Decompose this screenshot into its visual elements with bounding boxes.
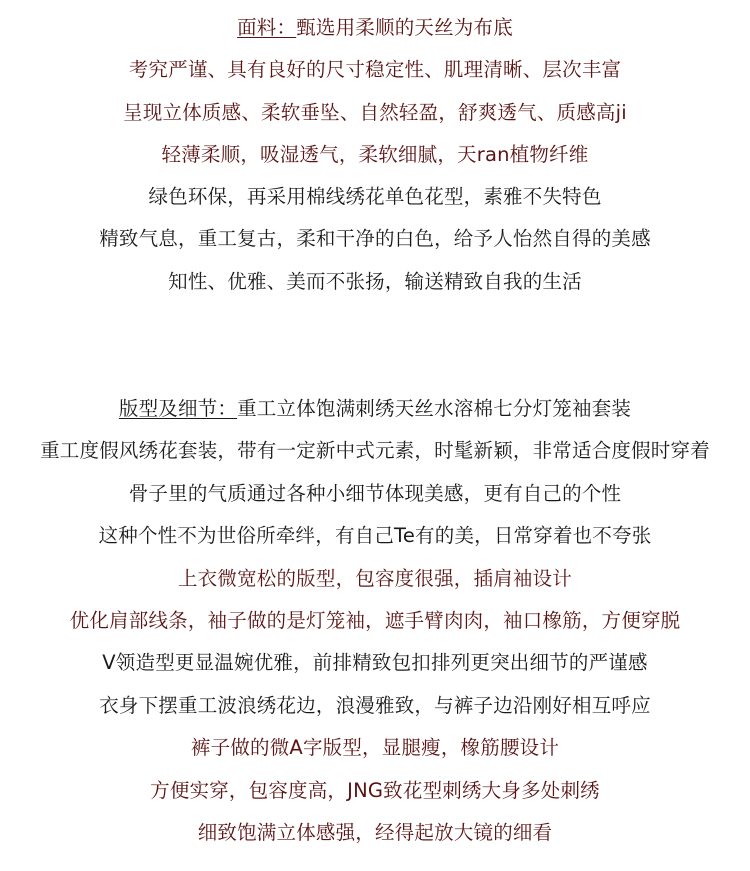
fabric-line-1: 考究严谨、具有良好的尺寸稳定性、肌理清晰、层次丰富 (128, 58, 622, 82)
fabric-line-6: 知性、优雅、美而不张扬，输送精致自我的生活 (168, 269, 582, 293)
design-section (0, 388, 750, 854)
fabric-label: 面料： (237, 16, 297, 39)
design-line-4: 上衣微宽松的版型，包容度很强，插肩袖设计 (177, 566, 572, 590)
fabric-heading (0, 7, 750, 49)
fabric-line-5: 精致气息，重工复古，柔和干净的白色，给予人怡然自得的美感 (99, 227, 651, 251)
design-heading (0, 388, 750, 430)
design-line-2: 骨子里的气质通过各种小细节体现美感，更有自己的个性 (128, 481, 622, 505)
design-line-9: 方便实穿，包容度高，JNG致花型刺绣大身多处刺绣 (150, 778, 600, 802)
design-label: 版型及细节： (118, 397, 238, 420)
design-line-1: 重工度假风绣花套装，带有一定新中式元素，时髦新颖，非常适合度假时穿着 (40, 439, 710, 463)
fabric-section (0, 7, 750, 303)
fabric-title: 甄选用柔顺的天丝为布底 (296, 16, 513, 39)
fabric-line-2: 呈现立体质感、柔软垂坠、自然轻盈，舒爽透气、质感高ji (123, 100, 627, 124)
design-line-8: 裤子做的微A字版型，显腿瘦，橡筋腰设计 (190, 736, 560, 760)
design-line-6: V领造型更显温婉优雅，前排精致包扣排列更突出细节的严谨感 (102, 651, 648, 675)
design-title: 重工立体饱满刺绣天丝水溶棉七分灯笼袖套装 (237, 397, 632, 420)
design-line-10: 细致饱满立体感强，经得起放大镜的细看 (197, 820, 553, 844)
design-line-3: 这种个性不为世俗所牵绊，有自己Te有的美，日常穿着也不夸张 (98, 524, 652, 548)
design-line-7: 衣身下摆重工波浪绣花边，浪漫雅致，与裤子边沿刚好相互呼应 (99, 693, 651, 717)
design-line-5: 优化肩部线条，袖子做的是灯笼袖，遮手臂肉肉，袖口橡筋，方便穿脱 (69, 608, 681, 632)
fabric-line-3: 轻薄柔顺，吸湿透气，柔软细腻，天ran植物纤维 (161, 142, 589, 166)
fabric-line-4: 绿色环保，再采用棉线绣花单色花型，素雅不失特色 (148, 185, 602, 209)
